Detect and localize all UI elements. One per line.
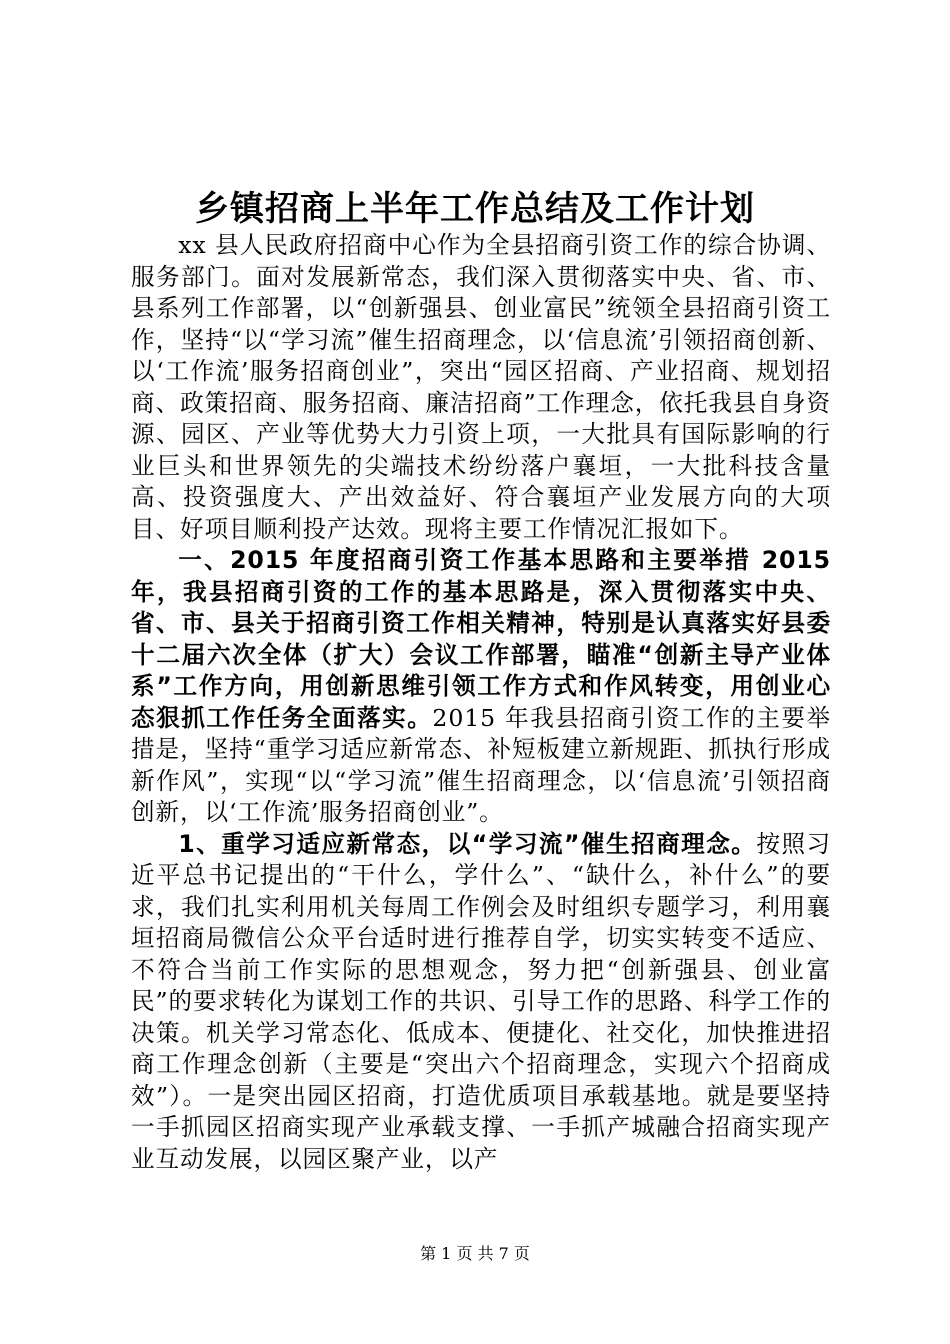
document-body [131,230,831,1175]
section-1-heading: 一、2015 年度招商引资工作基本思路和主要举措 2015 年，我县招商引资的工作的基本思路是，深入贯彻落实中央、省、市、县关于招商引资工作相关精神，特别是认真落实好县委十二届六次全体（扩大）会议工作部署，瞄准“创新主导产业体系”工作方向，用创新思维引领工作方式和作风转变，用创业心态狠抓工作任务全面落实。 [131,546,831,732]
subsection-1-text: 按照习近平总书记提出的“干什么，学什么”、“缺什么，补什么”的要求，我们扎实利用机关每周工作例会及时组织专题学习，利用襄垣招商局微信公众平台适时进行推荐自学，切实实转变不适应、不符合当前工作实际的思想观念，努力把“创新强县、创业富民”的要求转化为谋划工作的共识、引导工作的思路、科学工作的决策。机关学习常态化、低成本、便捷化、社交化，加快推进招商工作理念创新（主要是“突出六个招商理念，实现六个招商成效”）。一是突出园区招商，打造优质项目承载基地。就是要坚持一手抓园区招商实现产业承载支撑、一手抓产城融合招商实现产业互动发展，以园区聚产业，以产 [131,829,831,1173]
section-1-text: 2015 年我县招商引资工作的主要举措是，坚持“重学习适应新常态、补短板建立新规距、抓执行形成新作风”，实现“以“学习流”催生招商理念，以‘信息流’引领招商创新，以‘工作流’服务招商创业”。 [131,703,831,826]
document-title: 乡镇招商上半年工作总结及工作计划 [195,189,755,229]
subsection-1-heading: 1、重学习适应新常态，以“学习流”催生招商理念。 [178,829,757,858]
page-footer: 第 1 页 共 7 页 [420,1244,530,1263]
paragraph-subsection-1 [131,829,831,1176]
paragraph-intro-text: xx 县人民政府招商中心作为全县招商引资工作的综合协调、服务部门。面对发展新常态，我们深入贯彻落实中央、省、市、县系列工作部署，以“创新强县、创业富民”统领全县招商引资工作，坚持“以“学习流”催生招商理念，以‘信息流’引领招商创新、以‘工作流’服务招商创业”，突出“园区招商、产业招商、规划招商、政策招商、服务招商、廉洁招商”工作理念，依托我县自身资源、园区、产业等优势大力引资上项，一大批具有国际影响的行业巨头和世界领先的尖端技术纷纷落户襄垣，一大批科技含量高、投资强度大、产出效益好、符合襄垣产业发展方向的大项目、好项目顺利投产达效。现将主要工作情况汇报如下。 [131,231,831,543]
paragraph-intro [131,230,831,545]
paragraph-section-1 [131,545,831,829]
